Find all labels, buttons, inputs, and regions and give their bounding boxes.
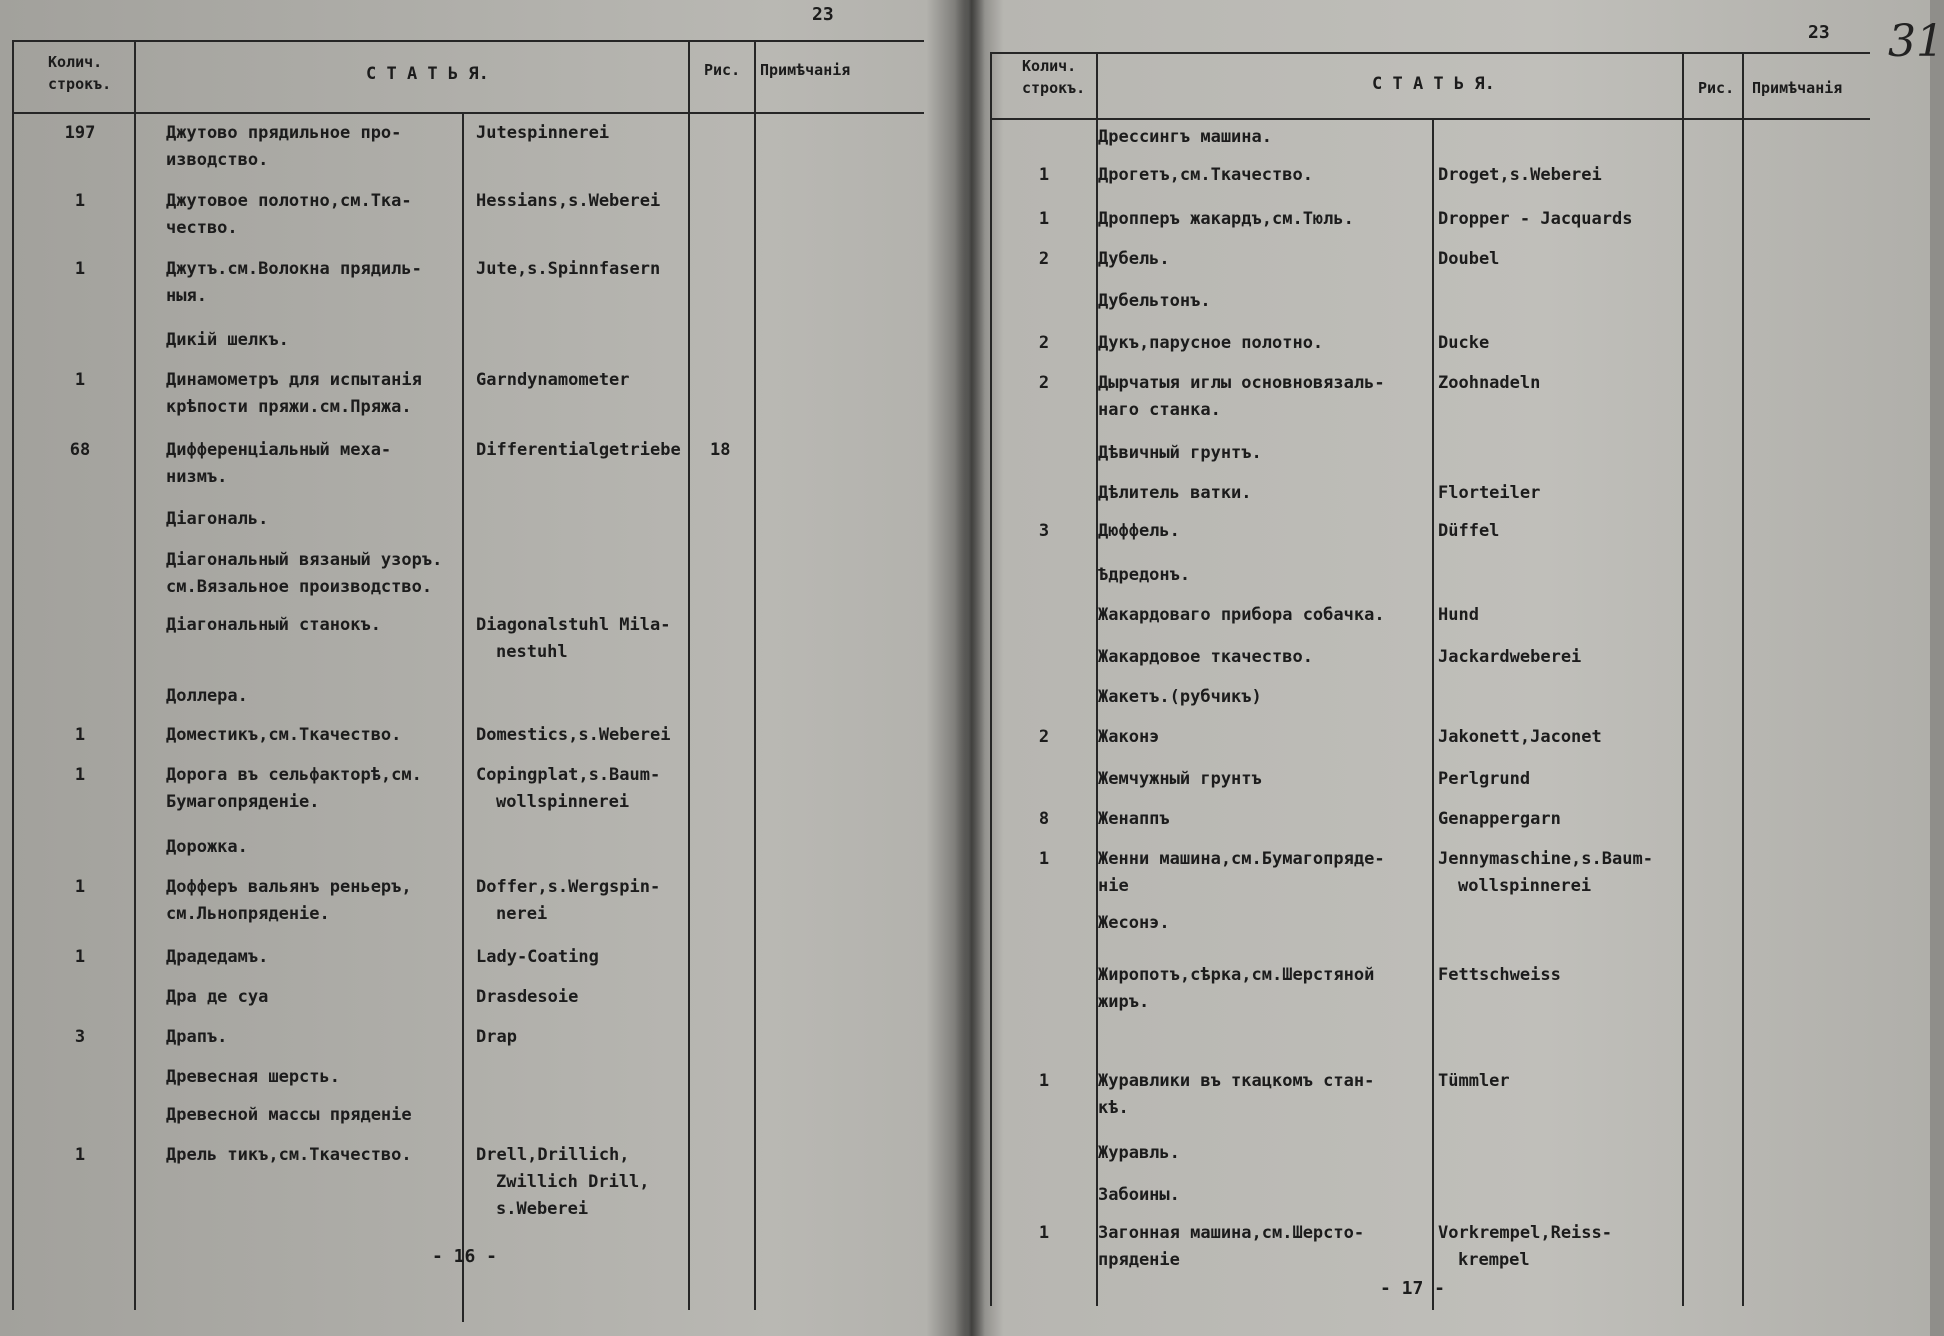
row-count: 2: [1038, 249, 1050, 269]
term-de: Lady-Coating: [476, 947, 599, 967]
table-left-border: [990, 52, 992, 1306]
term-ru: изводство.: [166, 150, 269, 170]
row-count: 1: [1038, 1071, 1050, 1091]
term-ru: Древесной массы пряденіе: [166, 1105, 412, 1125]
term-ru: наго станка.: [1098, 400, 1221, 420]
term-de: Garndynamometer: [476, 370, 630, 390]
term-ru: Ѣдредонъ.: [1098, 565, 1191, 585]
term-de: Drap: [476, 1027, 517, 1047]
term-ru: ныя.: [166, 286, 207, 306]
row-count: 3: [74, 1027, 86, 1047]
count-header-line1: Колич.: [1022, 57, 1077, 75]
term-de: Düffel: [1438, 521, 1500, 541]
term-de: Jutespinnerei: [476, 123, 610, 143]
header-bottom-rule: [12, 112, 924, 114]
row-count: 1: [74, 191, 86, 211]
term-ru: Дюффель.: [1098, 521, 1180, 541]
term-ru: Дубельтонъ.: [1098, 291, 1211, 311]
count-column-rule: [134, 40, 136, 1310]
term-ru: Жакетъ.(рубчикъ): [1098, 687, 1262, 707]
term-ru: см.Льнопряденіе.: [166, 904, 330, 924]
fig-column-rule: [1682, 52, 1684, 1306]
left-page: [0, 0, 962, 1336]
count-header-line2: строкъ.: [1022, 79, 1086, 97]
term-de: Diagonalstuhl Mila-: [476, 615, 671, 635]
term-ru: Діагональный станокъ.: [166, 615, 381, 635]
term-de: Dropper - Jacquards: [1438, 209, 1633, 229]
term-de: Florteiler: [1438, 483, 1541, 503]
row-count: 1: [1038, 849, 1050, 869]
row-count: 8: [1038, 809, 1050, 829]
notes-column-rule: [754, 40, 756, 1310]
page-footer: - 17 -: [1380, 1278, 1446, 1299]
term-ru: Дубель.: [1098, 249, 1170, 269]
term-de: s.Weberei: [496, 1199, 589, 1219]
page-number: 23: [812, 4, 834, 25]
term-ru: Драдедамъ.: [166, 947, 269, 967]
term-de: Drasdesoie: [476, 987, 579, 1007]
term-ru: Жиропотъ,сѣрка,см.Шерстяной: [1098, 965, 1375, 985]
row-count: 2: [1038, 333, 1050, 353]
term-de: Differentialgetriebe: [476, 440, 681, 460]
term-de: Jackardweberei: [1438, 647, 1582, 667]
term-ru: Джутовое полотно,см.Тка-: [166, 191, 412, 211]
term-ru: Журавль.: [1098, 1143, 1180, 1163]
term-ru: Древесная шерсть.: [166, 1067, 340, 1087]
term-de: wollspinnerei: [496, 792, 630, 812]
term-de: Jute,s.Spinnfasern: [476, 259, 661, 279]
term-de: Doubel: [1438, 249, 1500, 269]
row-count: 1: [74, 259, 86, 279]
term-ru: Дѣвичный грунтъ.: [1098, 443, 1262, 463]
term-ru: Жакардовое ткачество.: [1098, 647, 1313, 667]
row-count: 3: [1038, 521, 1050, 541]
notes-column-rule: [1742, 52, 1744, 1306]
term-de: Drell,Drillich,: [476, 1145, 630, 1165]
term-de: Jennymaschine,s.Baum-: [1438, 849, 1653, 869]
term-de: Domestics,s.Weberei: [476, 725, 671, 745]
term-ru: Дырчатыя иглы основновязаль-: [1098, 373, 1385, 393]
term-ru: Дропперъ жакардъ,см.Тюль.: [1098, 209, 1354, 229]
header-top-rule: [12, 40, 924, 42]
term-ru: Дофферъ вальянъ реньеръ,: [166, 877, 412, 897]
term-column-rule: [462, 112, 464, 1322]
term-de: Fettschweiss: [1438, 965, 1561, 985]
handwritten-page-mark: 31: [1888, 16, 1944, 67]
term-ru: Журавлики въ ткацкомъ стан-: [1098, 1071, 1375, 1091]
term-ru: крѣпости пряжи.см.Пряжа.: [166, 397, 412, 417]
term-ru: Дорога въ сельфакторѣ,см.: [166, 765, 422, 785]
row-count: 1: [1038, 165, 1050, 185]
term-ru: чество.: [166, 218, 238, 238]
term-ru: Женаппъ: [1098, 809, 1170, 829]
term-de: Genappergarn: [1438, 809, 1561, 829]
term-ru: Жакардоваго прибора собачка.: [1098, 605, 1385, 625]
page-number: 23: [1808, 22, 1830, 43]
row-count: 1: [74, 725, 86, 745]
term-ru: Жаконэ: [1098, 727, 1160, 747]
term-de: Doffer,s.Wergspin-: [476, 877, 661, 897]
row-count: 1: [1038, 209, 1050, 229]
term-de: krempel: [1458, 1250, 1530, 1270]
term-ru: Джутово прядильное про-: [166, 123, 402, 143]
term-de: Copingplat,s.Baum-: [476, 765, 661, 785]
term-ru: Драпъ.: [166, 1027, 228, 1047]
term-de: wollspinnerei: [1458, 876, 1592, 896]
term-ru: ніе: [1098, 876, 1129, 896]
term-ru: Діагональ.: [166, 509, 269, 529]
term-ru: см.Вязальное производство.: [166, 577, 433, 597]
term-de: Zwillich Drill,: [496, 1172, 650, 1192]
term-ru: Дѣлитель ватки.: [1098, 483, 1252, 503]
term-ru: Дорожка.: [166, 837, 248, 857]
term-ru: Динамометръ для испытанія: [166, 370, 422, 390]
row-count: 1: [74, 877, 86, 897]
term-ru: Діагональный вязаный узоръ.: [166, 550, 443, 570]
term-ru: низмъ.: [166, 467, 228, 487]
term-de: Tümmler: [1438, 1071, 1510, 1091]
term-column-rule: [1432, 118, 1434, 1310]
term-ru: Загонная машина,см.Шерсто-: [1098, 1223, 1365, 1243]
term-de: Perlgrund: [1438, 769, 1531, 789]
term-ru: Доместикъ,см.Ткачество.: [166, 725, 402, 745]
term-ru: Дра де суа: [166, 987, 269, 1007]
term-de: Droget,s.Weberei: [1438, 165, 1602, 185]
term-ru: Жемчужный грунтъ: [1098, 769, 1262, 789]
page-footer: - 16 -: [432, 1246, 498, 1267]
right-page: [978, 0, 1944, 1336]
row-count: 2: [1038, 727, 1050, 747]
notes-header: Примѣчанія: [760, 61, 851, 79]
count-header-line1: Колич.: [48, 53, 103, 71]
term-ru: Дрель тикъ,см.Ткачество.: [166, 1145, 412, 1165]
term-de: Hund: [1438, 605, 1479, 625]
term-de: Hessians,s.Weberei: [476, 191, 661, 211]
row-count: 68: [69, 440, 91, 460]
term-ru: пряденіе: [1098, 1250, 1180, 1270]
article-header: С Т А Т Ь Я.: [1372, 74, 1495, 94]
term-de: nestuhl: [496, 642, 568, 662]
notes-header: Примѣчанія: [1752, 79, 1843, 97]
term-ru: Джутъ.см.Волокна прядиль-: [166, 259, 422, 279]
term-ru: Женни машина,см.Бумагопряде-: [1098, 849, 1385, 869]
term-ru: Дикій шелкъ.: [166, 330, 289, 350]
term-de: Vorkrempel,Reiss-: [1438, 1223, 1612, 1243]
fig-column-rule: [688, 40, 690, 1310]
fig-header: Рис.: [704, 61, 741, 79]
fig-header: Рис.: [1698, 79, 1735, 97]
term-ru: кѣ.: [1098, 1098, 1129, 1118]
table-left-border: [12, 40, 14, 1310]
term-ru: Дифференціальный меха-: [166, 440, 392, 460]
row-count: 1: [74, 370, 86, 390]
header-top-rule: [990, 52, 1870, 54]
term-de: Ducke: [1438, 333, 1490, 353]
row-count: 1: [1038, 1223, 1050, 1243]
term-de: Jakonett,Jaconet: [1438, 727, 1602, 747]
term-ru: Дрессингъ машина.: [1098, 127, 1272, 147]
row-count: 1: [74, 765, 86, 785]
row-count: 1: [74, 947, 86, 967]
row-count: 197: [64, 123, 96, 143]
term-de: nerei: [496, 904, 548, 924]
row-count: 1: [74, 1145, 86, 1165]
term-de: Zoohnadeln: [1438, 373, 1541, 393]
row-count: 2: [1038, 373, 1050, 393]
header-bottom-rule: [990, 118, 1870, 120]
article-header: С Т А Т Ь Я.: [366, 64, 489, 84]
term-ru: Доллера.: [166, 686, 248, 706]
count-header-line2: строкъ.: [48, 75, 112, 93]
term-ru: жиръ.: [1098, 992, 1150, 1012]
term-ru: Забоины.: [1098, 1185, 1180, 1205]
figure-ref: 18: [710, 440, 731, 460]
term-ru: Жесонэ.: [1098, 913, 1170, 933]
term-ru: Бумагопряденіе.: [166, 792, 320, 812]
term-ru: Дрогетъ,см.Ткачество.: [1098, 165, 1313, 185]
term-ru: Дукъ,парусное полотно.: [1098, 333, 1324, 353]
